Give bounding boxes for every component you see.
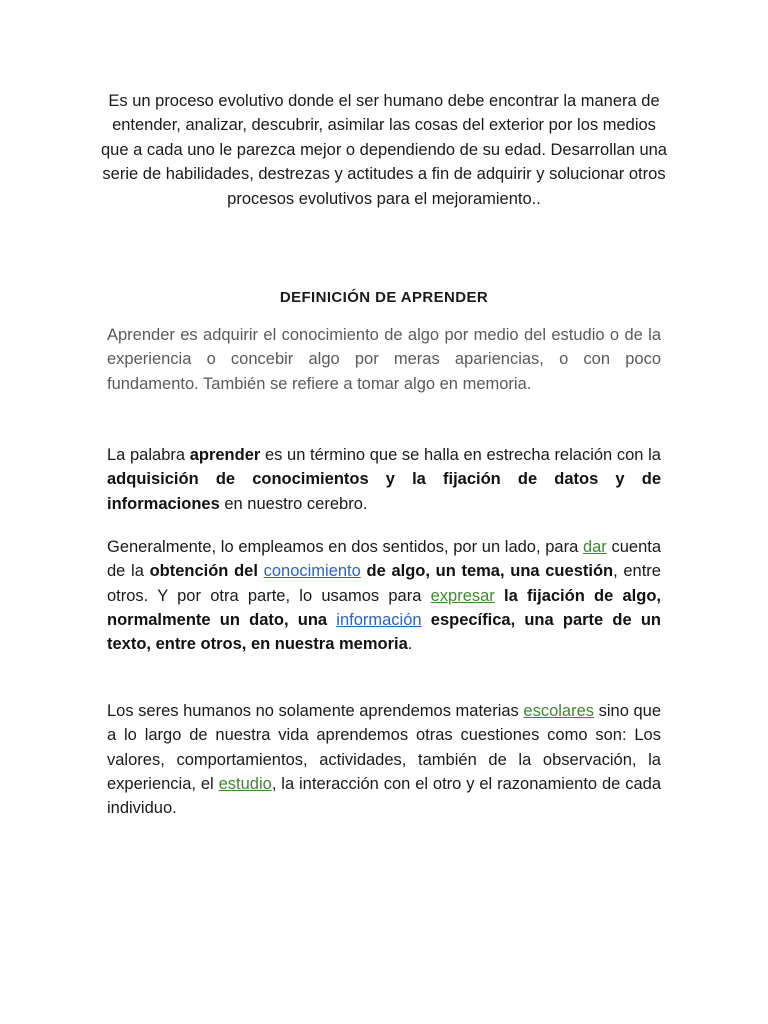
link-estudio[interactable]: estudio: [218, 774, 272, 793]
section-heading: DEFINICIÓN DE APRENDER: [279, 289, 489, 306]
bold-phrase-adquisicion: adquisición de conocimientos y la fijación de datos y de informaciones: [107, 470, 661, 513]
link-conocimiento[interactable]: conocimiento: [263, 562, 361, 581]
text-segment: La palabra: [107, 446, 190, 464]
bold-phrase-tema: de algo, un tema, una cuestión: [360, 562, 614, 581]
bold-phrase-especifica: específica, una parte de un texto, entre otros, en nuestra memoria: [107, 610, 662, 654]
text-segment: , entre otros. Y por otra parte, lo usamos para: [107, 562, 661, 605]
bold-phrase-obtencion: obtención del: [149, 562, 264, 581]
link-expresar[interactable]: expresar: [430, 586, 495, 605]
link-dar[interactable]: dar: [582, 538, 607, 556]
bold-term-aprender: aprender: [189, 446, 261, 464]
link-escolares[interactable]: escolares: [523, 702, 595, 720]
text-segment: sino que a lo largo de nuestra vida aprendemos otras cuestiones como son: Los valores, comportamientos, actividades, también de la observación, la experiencia, el: [107, 702, 661, 793]
learning-paragraph: [107, 699, 661, 820]
text-segment: en nuestro cerebro.: [219, 494, 368, 513]
text-segment: Generalmente, lo empleamos en dos sentidos, por un lado, para: [107, 538, 583, 556]
word-relation-paragraph: [107, 443, 661, 516]
link-informacion[interactable]: información: [336, 610, 422, 629]
text-segment: , la interacción con el otro y el razonamiento de cada individuo.: [107, 774, 661, 818]
intro-paragraph: Es un proceso evolutivo donde el ser humano debe encontrar la manera de entender, analizar, descubrir, asimilar las cosas del exterior por los medios que a cada uno le parezca mejor o dependiendo de su edad. Desarrollan una serie de habilidades, destrezas y actitudes a fin de adquirir y solucionar otros procesos evolutivos para el mejoramiento..: [101, 92, 667, 208]
text-segment: Los seres humanos no solamente aprendemos materias: [107, 702, 524, 720]
text-segment: cuenta de la: [107, 538, 662, 581]
bold-phrase-fijacion: la fijación de algo, normalmente un dato, una: [107, 586, 661, 629]
text-segment: es un término que se halla en estrecha relación con la: [260, 446, 661, 464]
text-segment: .: [407, 635, 413, 654]
usage-paragraph: [107, 535, 661, 656]
definition-paragraph: Aprender es adquirir el conocimiento de algo por medio del estudio o de la experiencia o concebir algo por meras apariencias, o con poco fundamento. También se refiere a tomar algo en memoria.: [107, 326, 661, 393]
